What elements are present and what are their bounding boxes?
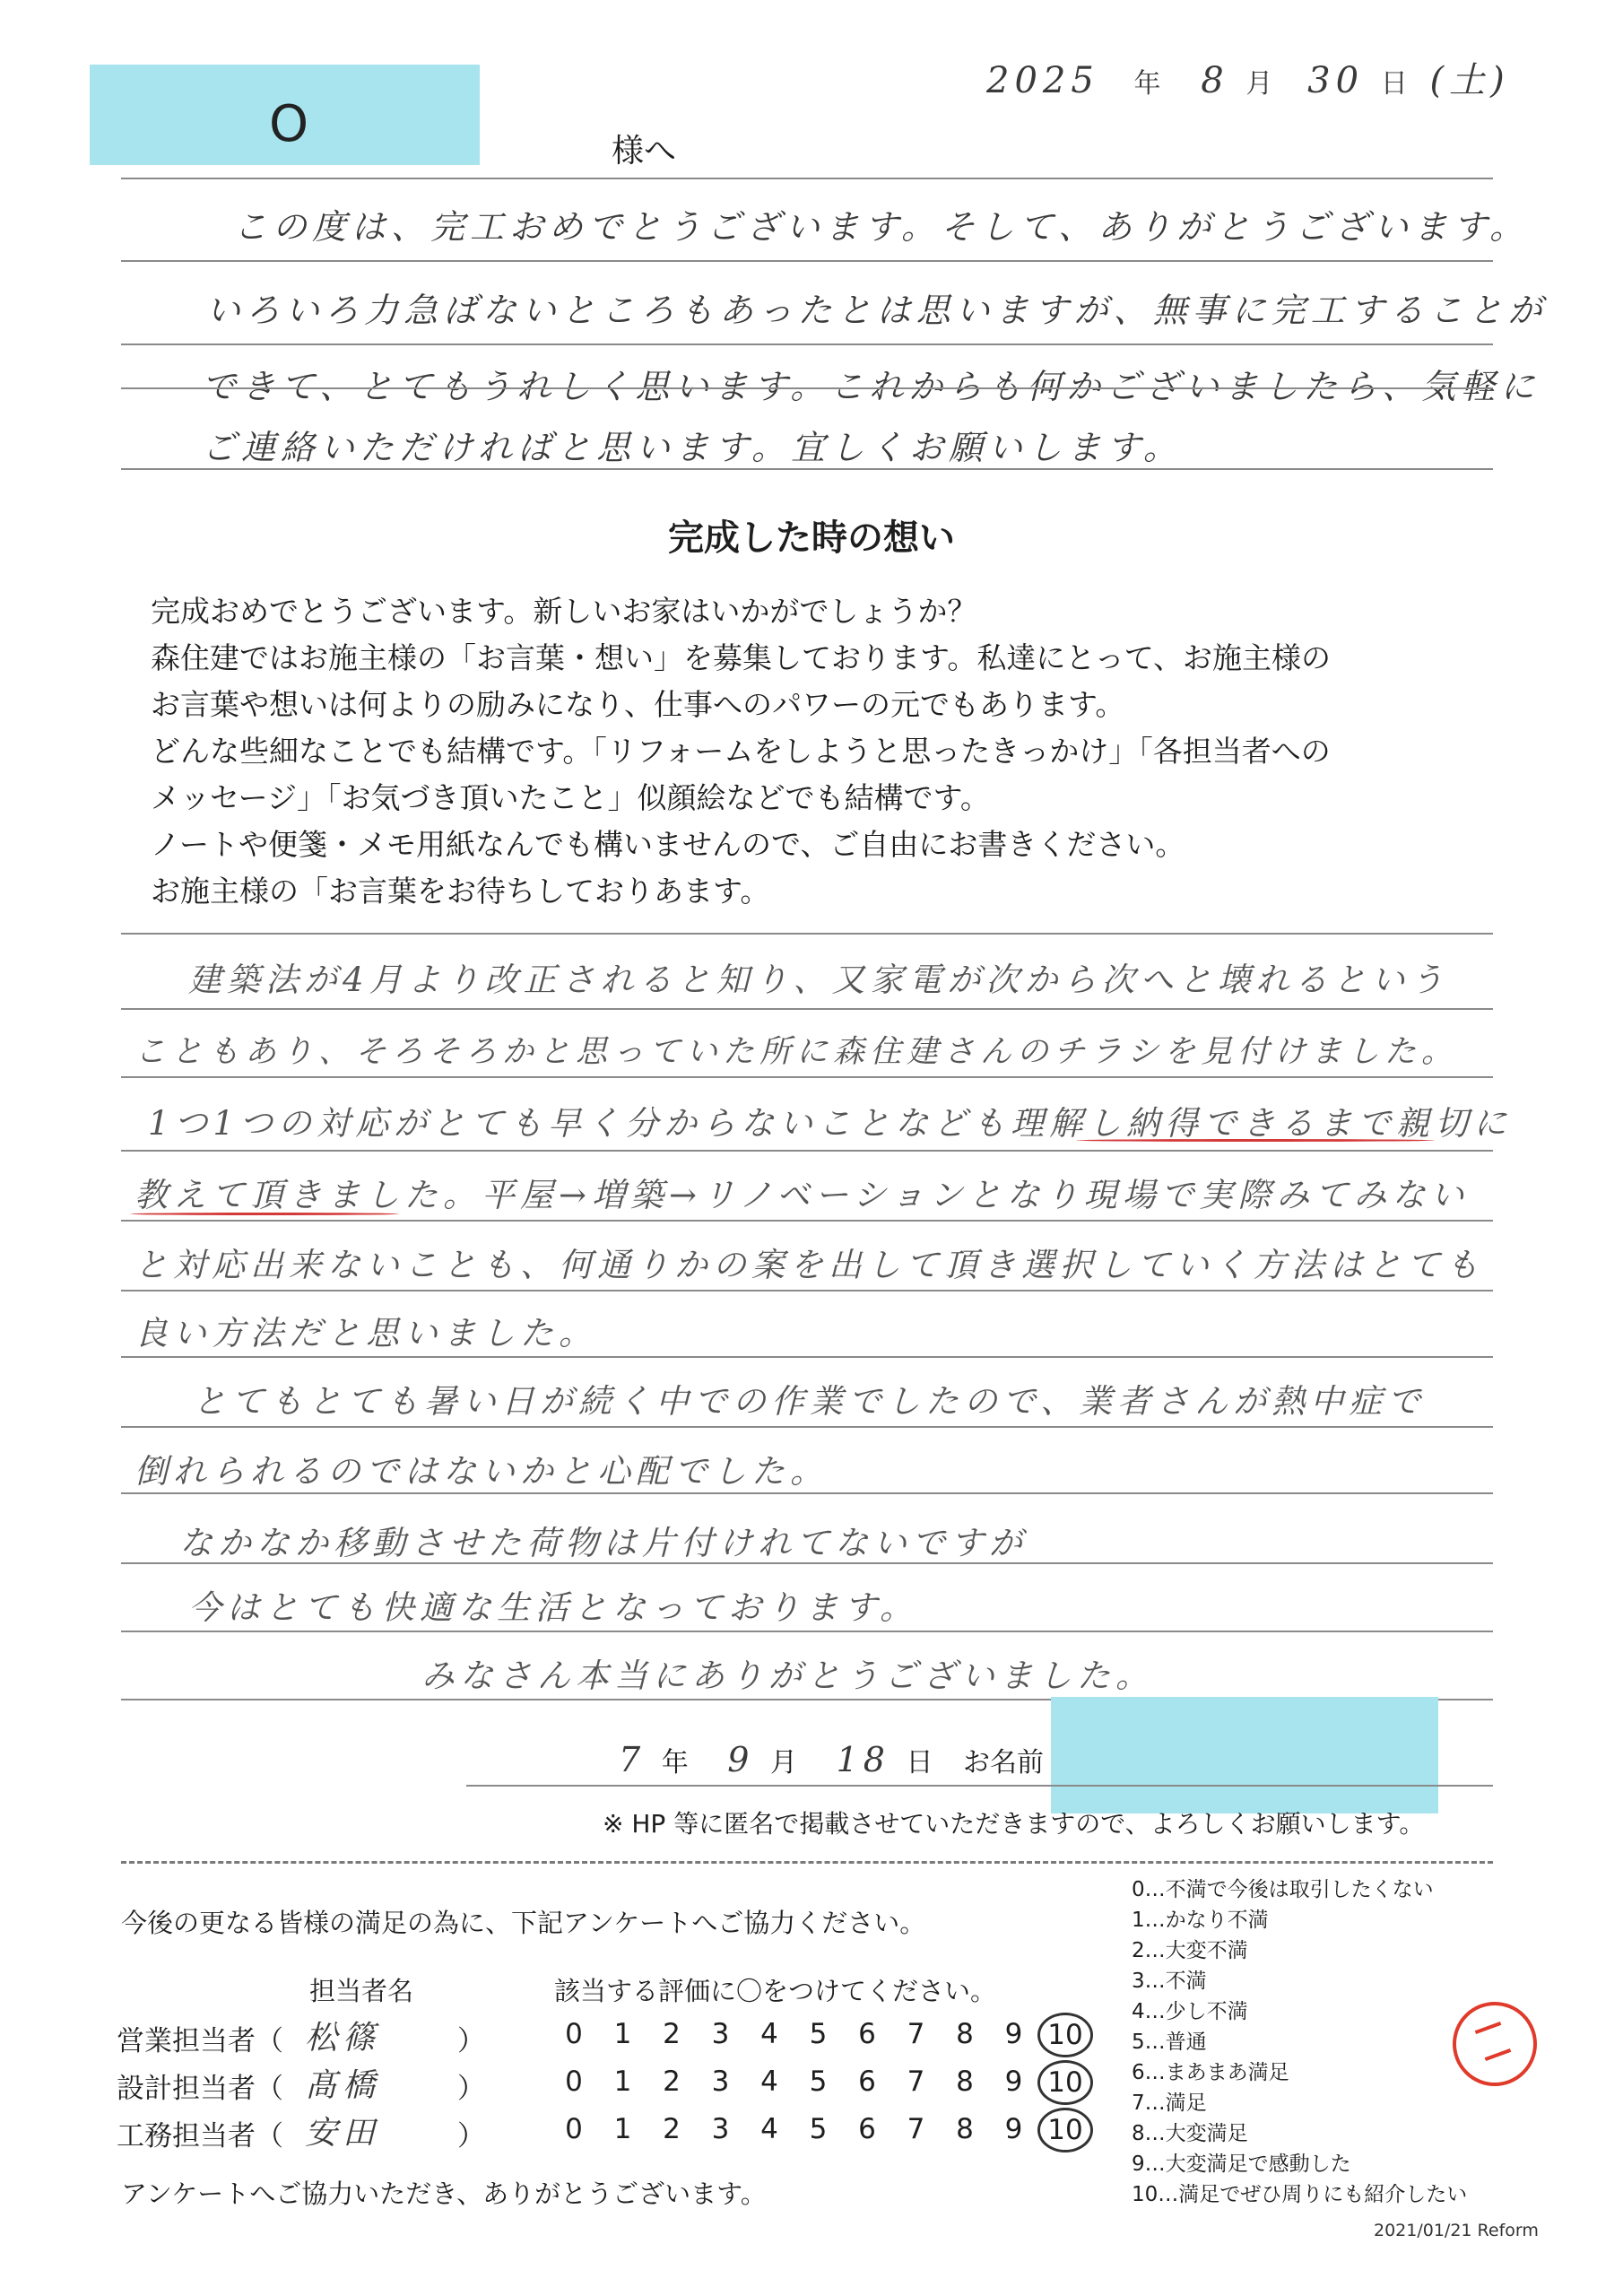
date-day-unit: 日 [1380, 68, 1413, 100]
rating-option-10[interactable]: 10 [1037, 2060, 1093, 2105]
rating-option-1[interactable]: 1 [613, 2113, 632, 2145]
signature-date [619, 1740, 1044, 1779]
rating-option-7[interactable]: 7 [907, 2066, 925, 2098]
anonymity-note: ※ HP 等に匿名で掲載させていただきますので、よろしくお願いします。 [603, 1809, 1425, 1839]
sig-name-label: お名前 [963, 1747, 1045, 1779]
rating-option-4[interactable]: 4 [760, 2066, 778, 2098]
intro-line: お言葉や想いは何よりの励みになり、仕事へのパワーの元でもあります。 [151, 687, 1125, 722]
legend-item: 3…不満 [1132, 1970, 1207, 1993]
rating-option-8[interactable]: 8 [956, 2018, 974, 2050]
legend-item: 7…満足 [1132, 2092, 1207, 2115]
rating-option-3[interactable]: 3 [711, 2018, 730, 2050]
sig-month: 9 [727, 1740, 755, 1779]
rating-option-9[interactable]: 9 [1004, 2113, 1023, 2145]
intro-line: お施主様の「お言葉をお待ちしておりあます。 [151, 874, 770, 909]
customer-message-line: 建築法が4月より改正されると知り、又家電が次から次へと壊れるという [188, 961, 1449, 999]
row-staff-name: 安田 [305, 2115, 381, 2152]
customer-message-line: みなさん本当にありがとうございました。 [421, 1657, 1154, 1695]
sig-month-unit: 月 [770, 1747, 798, 1779]
date-day: 30 [1307, 60, 1365, 101]
rating-option-3[interactable]: 3 [711, 2066, 730, 2098]
underline-mark [130, 1213, 399, 1215]
legend-item: 0…不満で今後は取引したくない [1132, 1878, 1434, 1901]
rating-option-8[interactable]: 8 [956, 2113, 974, 2145]
legend-item: 9…大変満足で感動した [1132, 2152, 1351, 2176]
rating-option-5[interactable]: 5 [809, 2113, 828, 2145]
row-close: ） [457, 2073, 485, 2105]
rating-option-2[interactable]: 2 [663, 2066, 681, 2098]
row-close: ） [457, 2025, 485, 2057]
row-label: 工務担当者（ [117, 2120, 283, 2152]
rating-option-1[interactable]: 1 [613, 2018, 632, 2050]
rating-option-0[interactable]: 0 [565, 2066, 583, 2098]
rating-option-6[interactable]: 6 [858, 2113, 876, 2145]
survey-thanks: アンケートへご協力いただき、ありがとうございます。 [121, 2179, 767, 2209]
customer-message-line: 今はとても快適な生活となっております。 [188, 1588, 919, 1627]
sig-day-unit: 日 [906, 1747, 933, 1779]
header-date [986, 52, 1510, 103]
date-weekday: (土) [1429, 60, 1510, 101]
sig-day: 18 [836, 1740, 890, 1779]
staff-message-line: できて、とてもうれしく思います。これからも何かございましたら、気軽に [202, 367, 1541, 406]
row-staff-name: 松篠 [305, 2020, 381, 2057]
rating-option-6[interactable]: 6 [858, 2018, 876, 2050]
rating-header: 該当する評価に〇をつけてください。 [554, 1976, 997, 2006]
customer-message-line: 倒れられるのではないかと心配でした。 [135, 1452, 829, 1491]
customer-message-line: こともあり、そろそろかと思っていた所に森住建さんのチラシを見付けました。 [135, 1034, 1459, 1070]
signature-line [466, 1785, 1493, 1787]
footer-version: 2021/01/21 Reform [1374, 2221, 1539, 2240]
legend-item: 2…大変不満 [1132, 1939, 1248, 1962]
staff-message-line: いろいろ力急ばないところもあったとは思いますが、無事に完工することが [206, 291, 1548, 330]
survey-row-sales [117, 2018, 1121, 2063]
staff-header: 担当者名 [309, 1976, 414, 2006]
rating-option-7[interactable]: 7 [907, 2113, 925, 2145]
rating-option-3[interactable]: 3 [711, 2113, 730, 2145]
rating-option-5[interactable]: 5 [809, 2018, 828, 2050]
rating-option-6[interactable]: 6 [858, 2066, 876, 2098]
date-month: 8 [1201, 60, 1229, 101]
legend-item: 10…満足でぜひ周りにも紹介したい [1132, 2183, 1468, 2206]
intro-line: メッセージ」「お気づき頂いたこと」似顔絵などでも結構です。 [151, 780, 990, 815]
underline-mark [1076, 1139, 1435, 1142]
date-year-unit: 年 [1133, 68, 1167, 100]
staff-message-line: この度は、完工おめでとうございます。そして、ありがとうございます。 [233, 207, 1530, 247]
rating-option-10[interactable]: 10 [1037, 2108, 1093, 2152]
rating-option-4[interactable]: 4 [760, 2018, 778, 2050]
name-redaction [1051, 1697, 1438, 1813]
intro-line: 完成おめでとうございます。新しいお家はいかがでしょうか？ [151, 594, 977, 629]
customer-message-line: なかなか移動させた荷物は片付けれてないですが [179, 1524, 1028, 1562]
rating-option-7[interactable]: 7 [907, 2018, 925, 2050]
sig-year-unit: 年 [661, 1747, 689, 1779]
date-year: 2025 [986, 60, 1099, 101]
rating-option-8[interactable]: 8 [956, 2066, 974, 2098]
sig-year: 7 [619, 1740, 647, 1779]
customer-message-line: 教えて頂きました。平屋→増築→リノベーションとなり現場で実際みてみない [135, 1176, 1470, 1214]
section-intro [151, 588, 1331, 915]
date-month-unit: 月 [1245, 68, 1279, 100]
legend-item: 5…普通 [1132, 2031, 1207, 2054]
rating-option-0[interactable]: 0 [565, 2113, 583, 2145]
rating-option-9[interactable]: 9 [1004, 2066, 1023, 2098]
customer-message-line: と対応出来ないことも、何通りかの案を出して頂き選択していく方法はとても [135, 1246, 1484, 1284]
intro-line: ノートや便箋・メモ用紙なんでも構いませんので、ご自由にお書きください。 [151, 827, 1185, 862]
rating-option-2[interactable]: 2 [663, 2018, 681, 2050]
intro-line: どんな些細なことでも結構です。「リフォームをしようと思ったきっかけ」「各担当者への [151, 734, 1331, 769]
customer-message-line: 1つ1つの対応がとても早く分からないことなども理解し納得できるまで親切に [148, 1104, 1513, 1143]
recipient-mark: O [269, 95, 309, 153]
survey-intro: 今後の更なる皆様の満足の為に、下記アンケートへご協力ください。 [121, 1908, 926, 1938]
customer-message-line: とてもとても暑い日が続く中での作業でしたので、業者さんが熱中症で [193, 1382, 1427, 1421]
row-staff-name: 髙橋 [305, 2067, 381, 2104]
rating-option-10[interactable]: 10 [1037, 2013, 1093, 2057]
legend-item: 1…かなり不満 [1132, 1909, 1269, 1932]
survey-row-design [117, 2066, 1121, 2110]
rating-option-2[interactable]: 2 [663, 2113, 681, 2145]
rating-option-5[interactable]: 5 [809, 2066, 828, 2098]
rating-option-1[interactable]: 1 [613, 2066, 632, 2098]
staff-message-line: ご連絡いただければと思います。宜しくお願いします。 [202, 428, 1183, 467]
rating-option-0[interactable]: 0 [565, 2018, 583, 2050]
legend-item: 8…大変満足 [1132, 2122, 1248, 2145]
row-label: 営業担当者（ [117, 2025, 283, 2057]
customer-message-line: 良い方法だと思いました。 [135, 1314, 597, 1352]
intro-line: 森住建ではお施主様の「お言葉・想い」を募集しております。私達にとって、お施主様の [151, 640, 1332, 675]
legend-item: 4…少し不満 [1132, 2000, 1248, 2023]
section-title: 完成した時の想い [668, 517, 955, 559]
survey-row-construction [117, 2113, 1121, 2158]
rating-option-4[interactable]: 4 [760, 2113, 778, 2145]
rating-legend [1132, 1874, 1467, 2210]
row-label: 設計担当者（ [117, 2073, 283, 2105]
rating-option-9[interactable]: 9 [1004, 2018, 1023, 2050]
legend-item: 6…まあまあ満足 [1132, 2061, 1289, 2084]
recipient-suffix: 様へ [612, 133, 677, 170]
row-close: ） [457, 2120, 485, 2152]
